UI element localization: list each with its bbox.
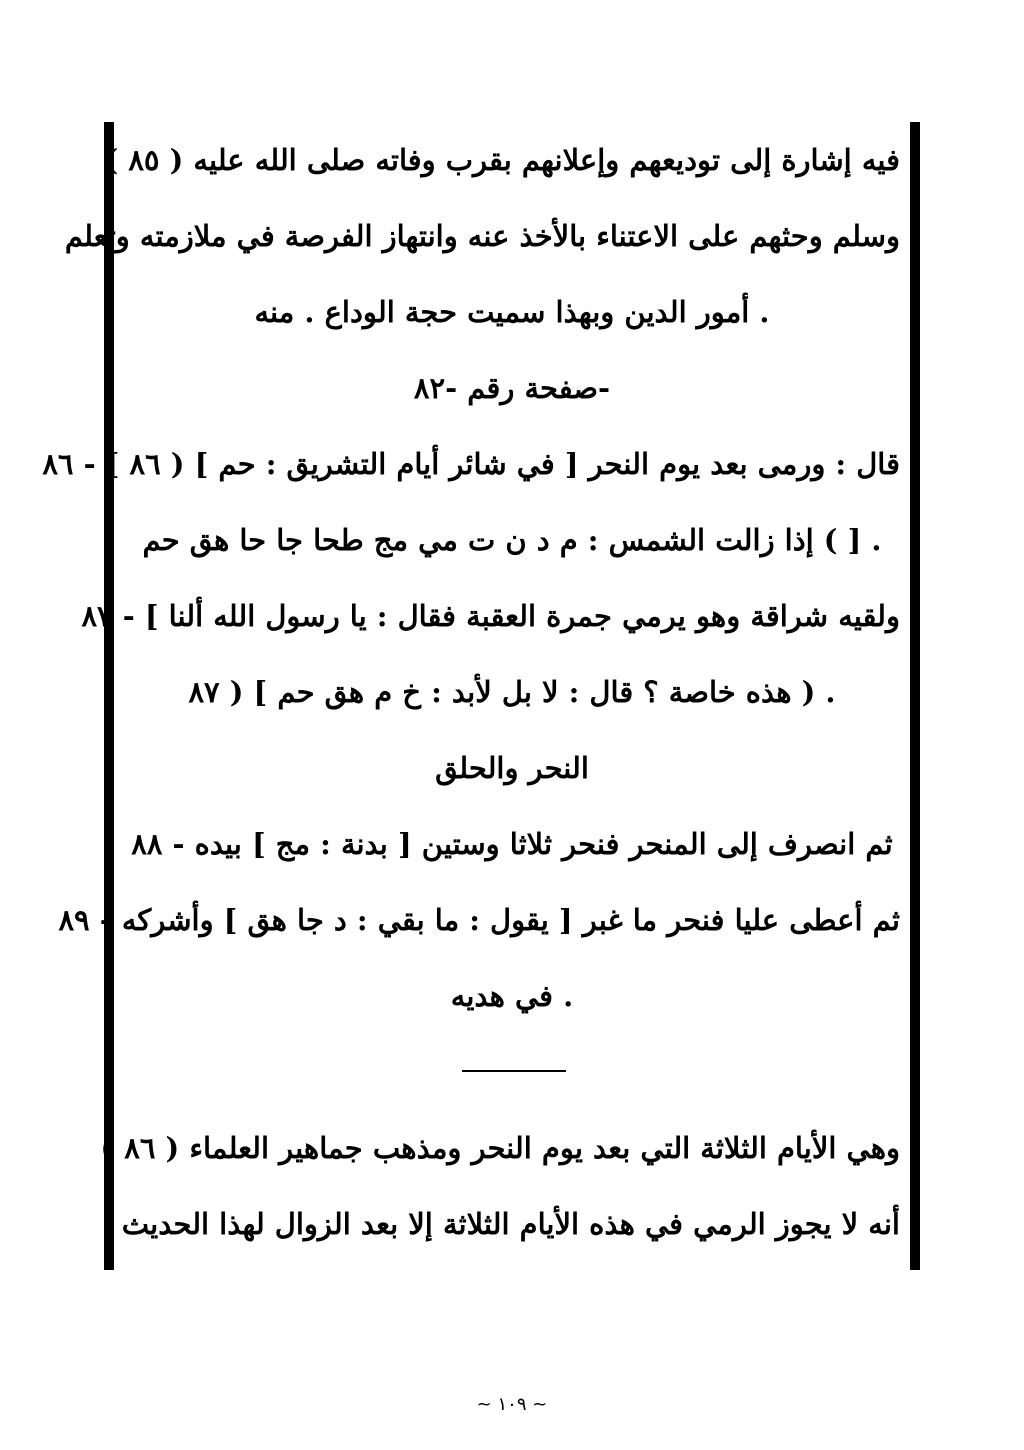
footnote-divider-line — [462, 1070, 566, 1072]
text-line: . ( هذه خاصة ؟ قال : لا بل لأبد : خ م هق حم ] ( ٨٧ — [188, 675, 836, 709]
text-line: قال : ورمى بعد يوم النحر [ في شائر أيام التشريق : حم ] ( ٨٦ ] - ٨٦ — [42, 447, 900, 481]
page-number: ~ ١٠٩ ~ — [476, 1394, 548, 1415]
left-border-bar — [104, 122, 114, 1270]
text-line: . في هديه — [450, 979, 574, 1013]
right-border-bar — [910, 122, 920, 1270]
footnote-line: وهي الأيام الثلاثة التي بعد يوم النحر ومذهب جماهير العلماء ( ٨٦ ) — [100, 1131, 900, 1165]
page-reference: -صفحة رقم -٨٢ — [413, 371, 611, 405]
section-heading: النحر والحلق — [435, 751, 589, 785]
text-line: ثم أعطى عليا فنحر ما غبر [ يقول : ما بقي : د جا هق ] وأشركه - ٨٩ — [58, 903, 900, 937]
footnote-line: أنه لا يجوز الرمي في هذه الأيام الثلاثة إلا بعد الزوال لهذا الحديث — [121, 1207, 900, 1241]
text-line: وسلم وحثهم على الاعتناء بالأخذ عنه وانتهاز الفرصة في ملازمته وتعلم — [64, 219, 900, 253]
text-line: . أمور الدين وبهذا سميت حجة الوداع . منه — [254, 295, 770, 329]
main-text — [42, 122, 900, 1262]
text-line: . [ ) إذا زالت الشمس : م د ن ت مي مج طحا جا حا هق حم — [142, 523, 882, 557]
text-line: ولقيه شراقة وهو يرمي جمرة العقبة فقال : يا رسول الله ألنا ] - ٨٧ — [81, 599, 900, 633]
footnote-separator — [124, 1034, 900, 1110]
text-line: ثم انصرف إلى المنحر فنحر ثلاثا وستين [ بدنة : مج ] بيده - ٨٨ — [131, 827, 893, 861]
text-line: فيه إشارة إلى توديعهم وإعلانهم بقرب وفاته صلى الله عليه ( ٨٥ ) — [104, 143, 900, 177]
